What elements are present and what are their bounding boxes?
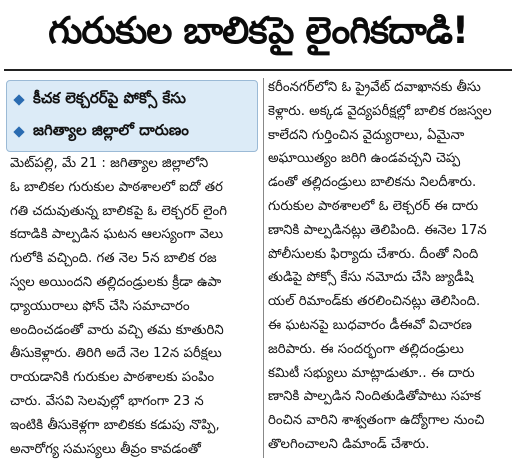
body-line: యల్ రిమాండ్‌కు తరలించినట్లు తెలిసింది.: [268, 294, 481, 310]
column-divider: [263, 78, 264, 458]
body-line: ణానికి పాల్పడినట్లు తెలిపింది. ఈనెల 17న: [268, 222, 487, 238]
body-line: స్వల అయిందని తల్లిదండ్రులకు క్రీడా ఉపా: [10, 274, 222, 290]
body-line: చారు. వేసవి సెలవుల్లో భాగంగా 23 న: [10, 393, 204, 409]
subhead-1: [15, 89, 186, 111]
subhead-2: [15, 121, 189, 143]
left-column: [10, 152, 258, 461]
body-line: ధ్యాయురాలు ఫోన్ చేసి సమాచారం: [10, 298, 190, 314]
body-line: గులోకి వచ్చింది. గత నెల 5న బాలిక రజ: [10, 251, 217, 267]
body-line: కాలేదని గుర్తించిన వైద్యురాలు, ఏమైనా: [268, 127, 465, 143]
body-line: తీసుకెళ్లారు. తిరిగి అదే నెల 12న పరీక్షలు: [10, 346, 222, 362]
body-line: కదాడికి పాల్పడిన ఘటన ఆలస్యంగా వెలు: [10, 227, 224, 243]
body-line: అనారోగ్య సమస్యలు తీవ్రం కావడంతో: [10, 441, 201, 457]
body-line: ఈ ఘటనపై బుధవారం డీఈవో విచారణ: [268, 317, 472, 333]
body-line: కరీంనగర్‌లోని ఓ ప్రైవేట్ దవాఖానకు తీసు: [268, 80, 481, 95]
body-line: జరిపారు. ఈ సందర్భంగా తల్లిదండ్రులు: [268, 341, 464, 357]
body-line: ఇంటికి తీసుకెళ్లగా బాలికకు కడుపు నొప్పి,: [10, 417, 220, 433]
body-line: తుడిపై పోక్సో కేసు నమోదు చేసి జ్యుడీషి: [268, 270, 474, 286]
subhead-2-text: జగిత్యాల జిల్లాలో దారుణం: [33, 121, 189, 139]
body-line: ఓ బాలికల గురుకుల పాఠశాలలో ఐదో తర: [10, 179, 223, 195]
headline: గురుకుల బాలికపై లైంగికదాడి!: [48, 9, 468, 52]
diamond-bullet-icon: [13, 94, 24, 105]
body-line: తొలగించాలని డిమాండ్ చేశారు.: [268, 436, 430, 452]
body-line: అఘాయిత్యం జరిగి ఉండవచ్చని చెప్ప: [268, 151, 461, 167]
right-column: [268, 76, 512, 457]
body-line: పోలీసులకు ఫిర్యాదు చేశారు. దీంతో నింది: [268, 246, 479, 262]
headline-rule: [4, 69, 512, 71]
subheads-box: [6, 80, 258, 152]
body-line: డంతో తల్లిదండ్రులు బాలికను నిలదీశారు.: [268, 175, 477, 191]
body-line: కెళ్లారు. అక్కడ వైద్యపరీక్షల్లో బాలిక రజస్వల: [268, 103, 492, 119]
body-line: రించిన వారిని శాశ్వతంగా ఉద్యోగాల నుంచి: [268, 413, 485, 429]
body-line: మెట్‌పల్లి, మే 21 : జగిత్యాల జిల్లాలోని: [10, 156, 209, 171]
body-line: గురుకుల పాఠశాలలో ఓ లెక్చరర్ ఈ దారు: [268, 198, 479, 214]
diamond-bullet-icon: [13, 126, 24, 137]
body-line: ణానికి పాల్పడిన నిందితుడితోపాటు సహక: [268, 389, 481, 405]
subhead-1-text: కీచక లెక్చరర్‌పై పోక్సో కేసు: [33, 89, 186, 107]
body-line: గతి చదువుతున్న బాలికపై ఓ లెక్చరర్ లైంగి: [10, 203, 228, 219]
body-line: రాయడానికి గురుకుల పాఠశాలకు పంపిం: [10, 370, 215, 386]
body-line: కమిటీ సభ్యులు మాట్లాడుతూ.. ఈ దారు: [268, 365, 475, 381]
body-line: అందించడంతో వారు వచ్చి తమ కూతురిని: [10, 322, 224, 338]
